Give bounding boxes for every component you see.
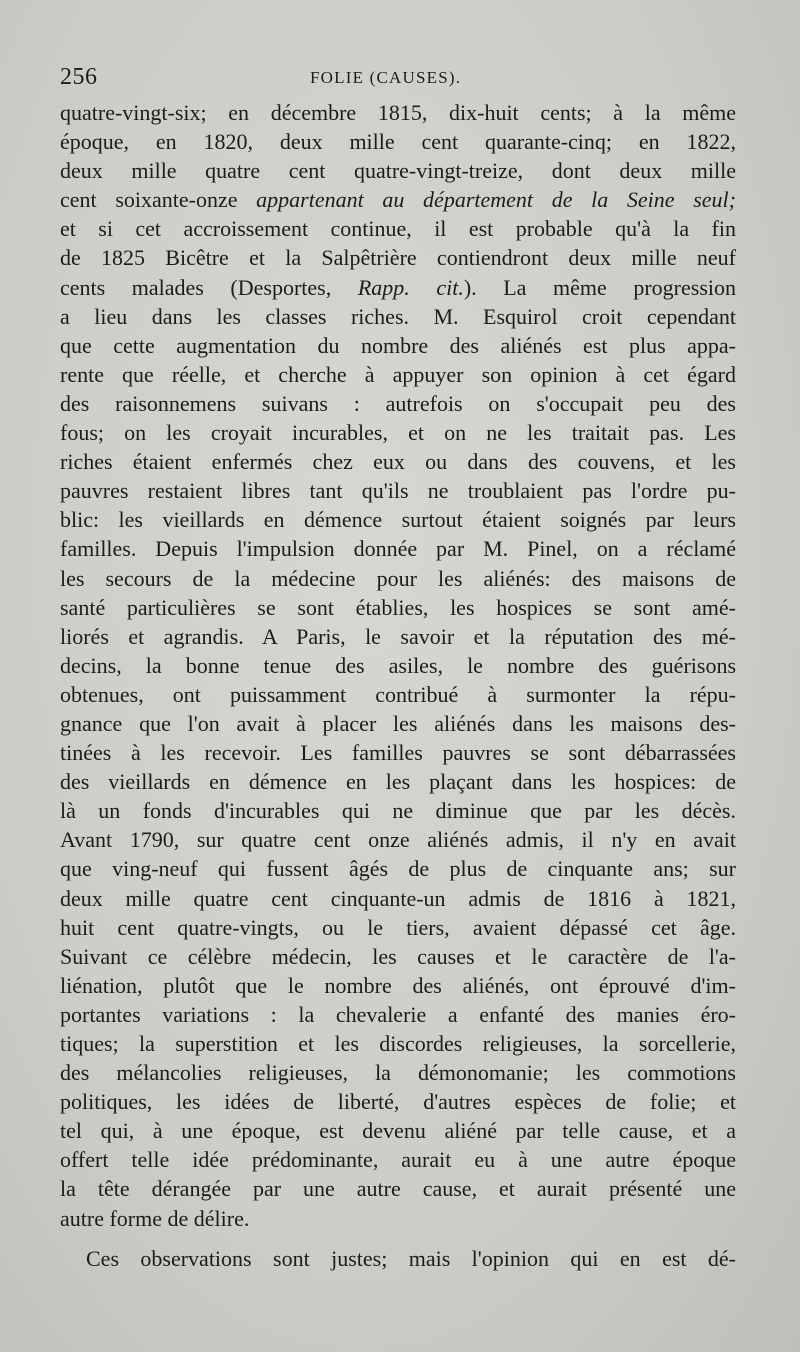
text-line: politiques, les idées de liberté, d'autres espèces de folie; et: [60, 1089, 736, 1115]
text-line: santé particulières se sont établies, les hospices se sont amé-: [60, 594, 736, 620]
text-line: obtenues, ont puissamment contribué à surmonter la répu-: [60, 681, 736, 707]
text-line: offert telle idée prédominante, aurait eu à une autre époque: [60, 1147, 736, 1173]
text-line: que ving-neuf qui fussent âgés de plus de cinquante ans; sur: [60, 856, 736, 882]
italic-span: Rapp. cit.: [357, 274, 464, 300]
text-line: pauvres restaient libres tant qu'ils ne troublaient pas l'ordre pu-: [60, 478, 736, 504]
text-span: cent soixante-onze: [60, 187, 257, 213]
text-line: deux mille quatre cent cinquante-un admis de 1816 à 1821,: [60, 885, 736, 911]
text-line: les secours de la médecine pour les aliénés: des maisons de: [60, 565, 736, 591]
text-line: tiques; la superstition et les discordes religieuses, la sorcellerie,: [60, 1031, 736, 1056]
text-line: [60, 185, 736, 214]
text-line: [60, 273, 736, 302]
text-line: deux mille quatre cent quatre-vingt-treize, dont deux mille: [60, 158, 736, 184]
italic-span: appartenant au département de la Seine seul;: [256, 187, 736, 213]
text-line: portantes variations : la chevalerie a enfanté des manies éro-: [60, 1001, 736, 1027]
text-line: familles. Depuis l'impulsion donnée par M. Pinel, on a réclamé: [60, 536, 736, 562]
text-line: et si cet accroissement continue, il est probable qu'à la fin: [60, 216, 736, 242]
text-line: decins, la bonne tenue des asiles, le nombre des guérisons: [60, 652, 736, 678]
page-number: 256: [60, 64, 98, 90]
text-line: Suivant ce célèbre médecin, les causes et le caractère de l'a-: [60, 943, 736, 969]
text-line: là un fonds d'incurables qui ne diminue que par les décès.: [60, 798, 736, 824]
text-line: gnance que l'on avait à placer les aliénés dans les maisons des-: [60, 710, 736, 736]
text-line: liénation, plutôt que le nombre des aliénés, ont éprouvé d'im-: [60, 972, 736, 998]
text-line: époque, en 1820, deux mille cent quarante-cinq; en 1822,: [60, 129, 736, 155]
paragraph-gap: [60, 1233, 736, 1244]
text-line: liorés et agrandis. A Paris, le savoir et la réputation des mé-: [60, 623, 736, 649]
paragraph-end-line: autre forme de délire.: [60, 1205, 250, 1231]
text-line: Ces observations sont justes; mais l'opinion qui en est dé-: [86, 1245, 736, 1271]
text-line: tinées à les recevoir. Les familles pauvres se sont débarrassées: [60, 740, 736, 766]
text-line: blic: les vieillards en démence surtout étaient soignés par leurs: [60, 507, 736, 533]
text-line: a lieu dans les classes riches. M. Esquirol croit cependant: [60, 303, 736, 329]
body-text: [60, 98, 736, 1273]
text-line: des raisonnemens suivans : autrefois on s'occupait peu des: [60, 390, 736, 416]
text-span: ). La même progression: [463, 274, 737, 300]
text-line: tel qui, à une époque, est devenu aliéné par telle cause, et a: [60, 1118, 736, 1144]
text-line: huit cent quatre-vingts, ou le tiers, avaient dépassé cet âge.: [60, 914, 736, 940]
text-line: la tête dérangée par une autre cause, et aurait présenté une: [60, 1176, 736, 1202]
text-span: cents malades (Desportes,: [60, 274, 358, 300]
text-line: que cette augmentation du nombre des aliénés est plus appa-: [60, 332, 736, 358]
text-line: Avant 1790, sur quatre cent onze aliénés admis, il n'y en avait: [60, 827, 736, 853]
running-head: FOLIE (CAUSES).: [310, 68, 462, 87]
text-line: rente que réelle, et cherche à appuyer son opinion à cet égard: [60, 361, 736, 387]
page-header: [60, 64, 740, 96]
text-line: de 1825 Bicêtre et la Salpêtrière contiendront deux mille neuf: [60, 245, 736, 271]
text-line: des mélancolies religieuses, la démonomanie; les commotions: [60, 1060, 736, 1086]
text-line: fous; on les croyait incurables, et on ne les traitait pas. Les: [60, 420, 736, 446]
text-line: des vieillards en démence en les plaçant dans les hospices: de: [60, 769, 736, 795]
text-line: quatre-vingt-six; en décembre 1815, dix-huit cents; à la même: [60, 100, 736, 125]
text-line: riches étaient enfermés chez eux ou dans des couvens, et les: [60, 449, 736, 475]
